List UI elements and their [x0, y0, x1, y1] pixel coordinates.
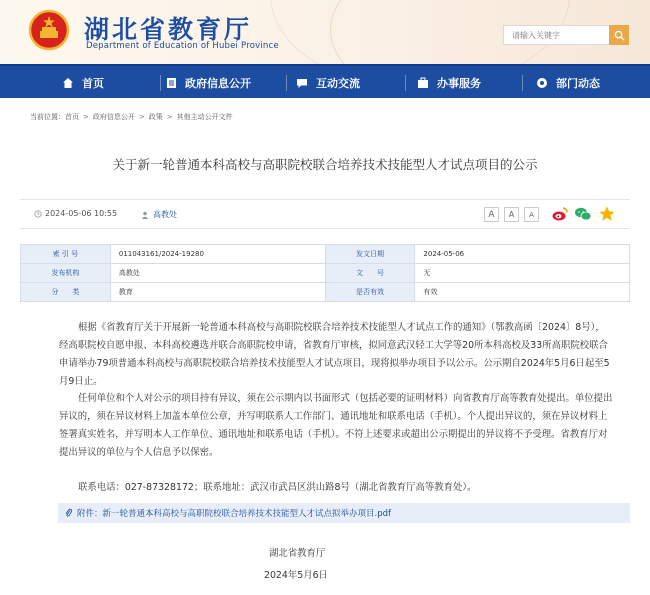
breadcrumb-other-files[interactable]: 其他主动公开文件 [176, 113, 233, 121]
info-value: 高教处 [110, 264, 325, 283]
search-input[interactable] [503, 25, 609, 45]
article-source-text: 高教处 [153, 210, 177, 219]
nav-label: 政府信息公开 [185, 77, 251, 90]
nav-item-home[interactable] [62, 66, 104, 100]
document-info-table [20, 244, 630, 302]
publish-date [34, 209, 117, 218]
article-meta-bar [20, 199, 630, 229]
nav-divider [522, 75, 523, 91]
info-value: 教育 [110, 283, 325, 302]
breadcrumb-separator: > [83, 113, 89, 121]
info-value: 011043161/2024-19280 [110, 245, 325, 264]
attachment-link[interactable] [58, 503, 630, 523]
favorite-star-icon[interactable] [598, 205, 616, 223]
info-value: 2024-05-06 [415, 245, 630, 264]
nav-divider [286, 75, 287, 91]
signature-organization: 湖北省教育厅 [269, 548, 326, 559]
body-paragraph: 根据《省教育厅关于开展新一轮普通本科高校与高职院校联合培养技术技能型人才试点工作的通知》（鄂教高函〔2024〕8号），经高职院校自愿申报、本科高校遴选并联合高职院校申请，省教育厅审核，拟同意武汉轻工大学等20所本科高校及33所高职院校联合申请举办79项普通本科高校与高职院校联合培养技术技能型人才试点项目，现将拟举办项目予以公示。公示期自2024年5月6日起至5月9日止。 [59, 322, 610, 387]
info-value: 有效 [415, 283, 630, 302]
dynamics-icon [536, 77, 548, 89]
document-icon [166, 77, 177, 89]
nav-divider [405, 75, 406, 91]
body-paragraph: 任何单位和个人对公示的项目持有异议，须在公示期内以书面形式（包括必要的证明材料）向省教育厅高等教育处提出。单位提出异议的，须在异议材料上加盖本单位公章，并写明联系人工作部门、通讯地址和联系电话（手机）。个人提出异议的，须在异议材料上签署真实姓名，并写明本人工作单位、通讯地址和联系电话（手机）。不符上述要求或超出公示期提出的异议将不予受理。省教育厅对提出异议的单位与个人信息予以保密。 [59, 393, 613, 458]
search-icon [614, 30, 625, 41]
info-label: 是否有效 [325, 283, 415, 302]
nav-label: 首页 [82, 77, 104, 90]
info-label: 发布机构 [21, 264, 111, 283]
wechat-share-icon[interactable] [574, 205, 592, 223]
home-icon [62, 77, 74, 89]
main-nav [0, 64, 650, 98]
info-label: 分 类 [21, 283, 111, 302]
nav-item-services[interactable] [417, 66, 481, 100]
info-label: 索 引 号 [21, 245, 111, 264]
table-row [21, 245, 630, 264]
font-size-medium-button[interactable]: A [504, 207, 519, 222]
breadcrumb [30, 112, 233, 122]
nav-divider [160, 75, 161, 91]
user-icon [141, 211, 149, 219]
search-button[interactable] [609, 25, 629, 45]
service-icon [417, 77, 429, 89]
breadcrumb-separator: > [138, 113, 145, 121]
nav-item-interaction[interactable] [296, 66, 360, 100]
nav-label: 部门动态 [556, 77, 600, 90]
national-emblem-icon [26, 8, 72, 54]
info-value: 无 [415, 264, 630, 283]
nav-item-gov-info[interactable] [166, 66, 251, 100]
info-label: 文 号 [325, 264, 415, 283]
nav-label: 办事服务 [437, 77, 481, 90]
font-size-large-button[interactable]: A [484, 207, 499, 222]
article-title: 关于新一轮普通本科高校与高职院校联合培养技术技能型人才试点项目的公示 [112, 157, 538, 172]
table-row [21, 283, 630, 302]
breadcrumb-prefix: 当前位置： [30, 113, 65, 121]
breadcrumb-separator: > [166, 113, 173, 121]
font-size-small-button[interactable]: A [524, 207, 539, 222]
signature-date: 2024年5月6日 [264, 570, 328, 581]
site-title: 湖北省教育厅 [84, 15, 253, 44]
article-source[interactable] [141, 209, 177, 220]
breadcrumb-policy[interactable]: 政策 [148, 113, 163, 121]
clock-icon [34, 210, 42, 218]
info-label: 发文日期 [325, 245, 415, 264]
chat-icon [296, 77, 308, 89]
contact-info: 联系电话：027-87328172；联系地址：武汉市武昌区洪山路8号（湖北省教育厅高等教育处）。 [78, 482, 477, 493]
table-row [21, 264, 630, 283]
breadcrumb-gov-info[interactable]: 政府信息公开 [92, 113, 135, 121]
nav-label: 互动交流 [316, 77, 360, 90]
attachment-text: 附件：新一轮普通本科高校与高职院校联合培养技术技能型人才试点拟举办项目.pdf [77, 509, 391, 519]
site-subtitle: Department of Education of Hubei Province [86, 41, 279, 51]
nav-item-dept-news[interactable] [536, 66, 600, 100]
breadcrumb-home[interactable]: 首页 [65, 113, 79, 121]
publish-date-text: 2024-05-06 10:55 [45, 209, 118, 218]
site-header [0, 0, 650, 64]
weibo-share-icon[interactable] [551, 205, 569, 223]
paperclip-icon [64, 508, 73, 518]
